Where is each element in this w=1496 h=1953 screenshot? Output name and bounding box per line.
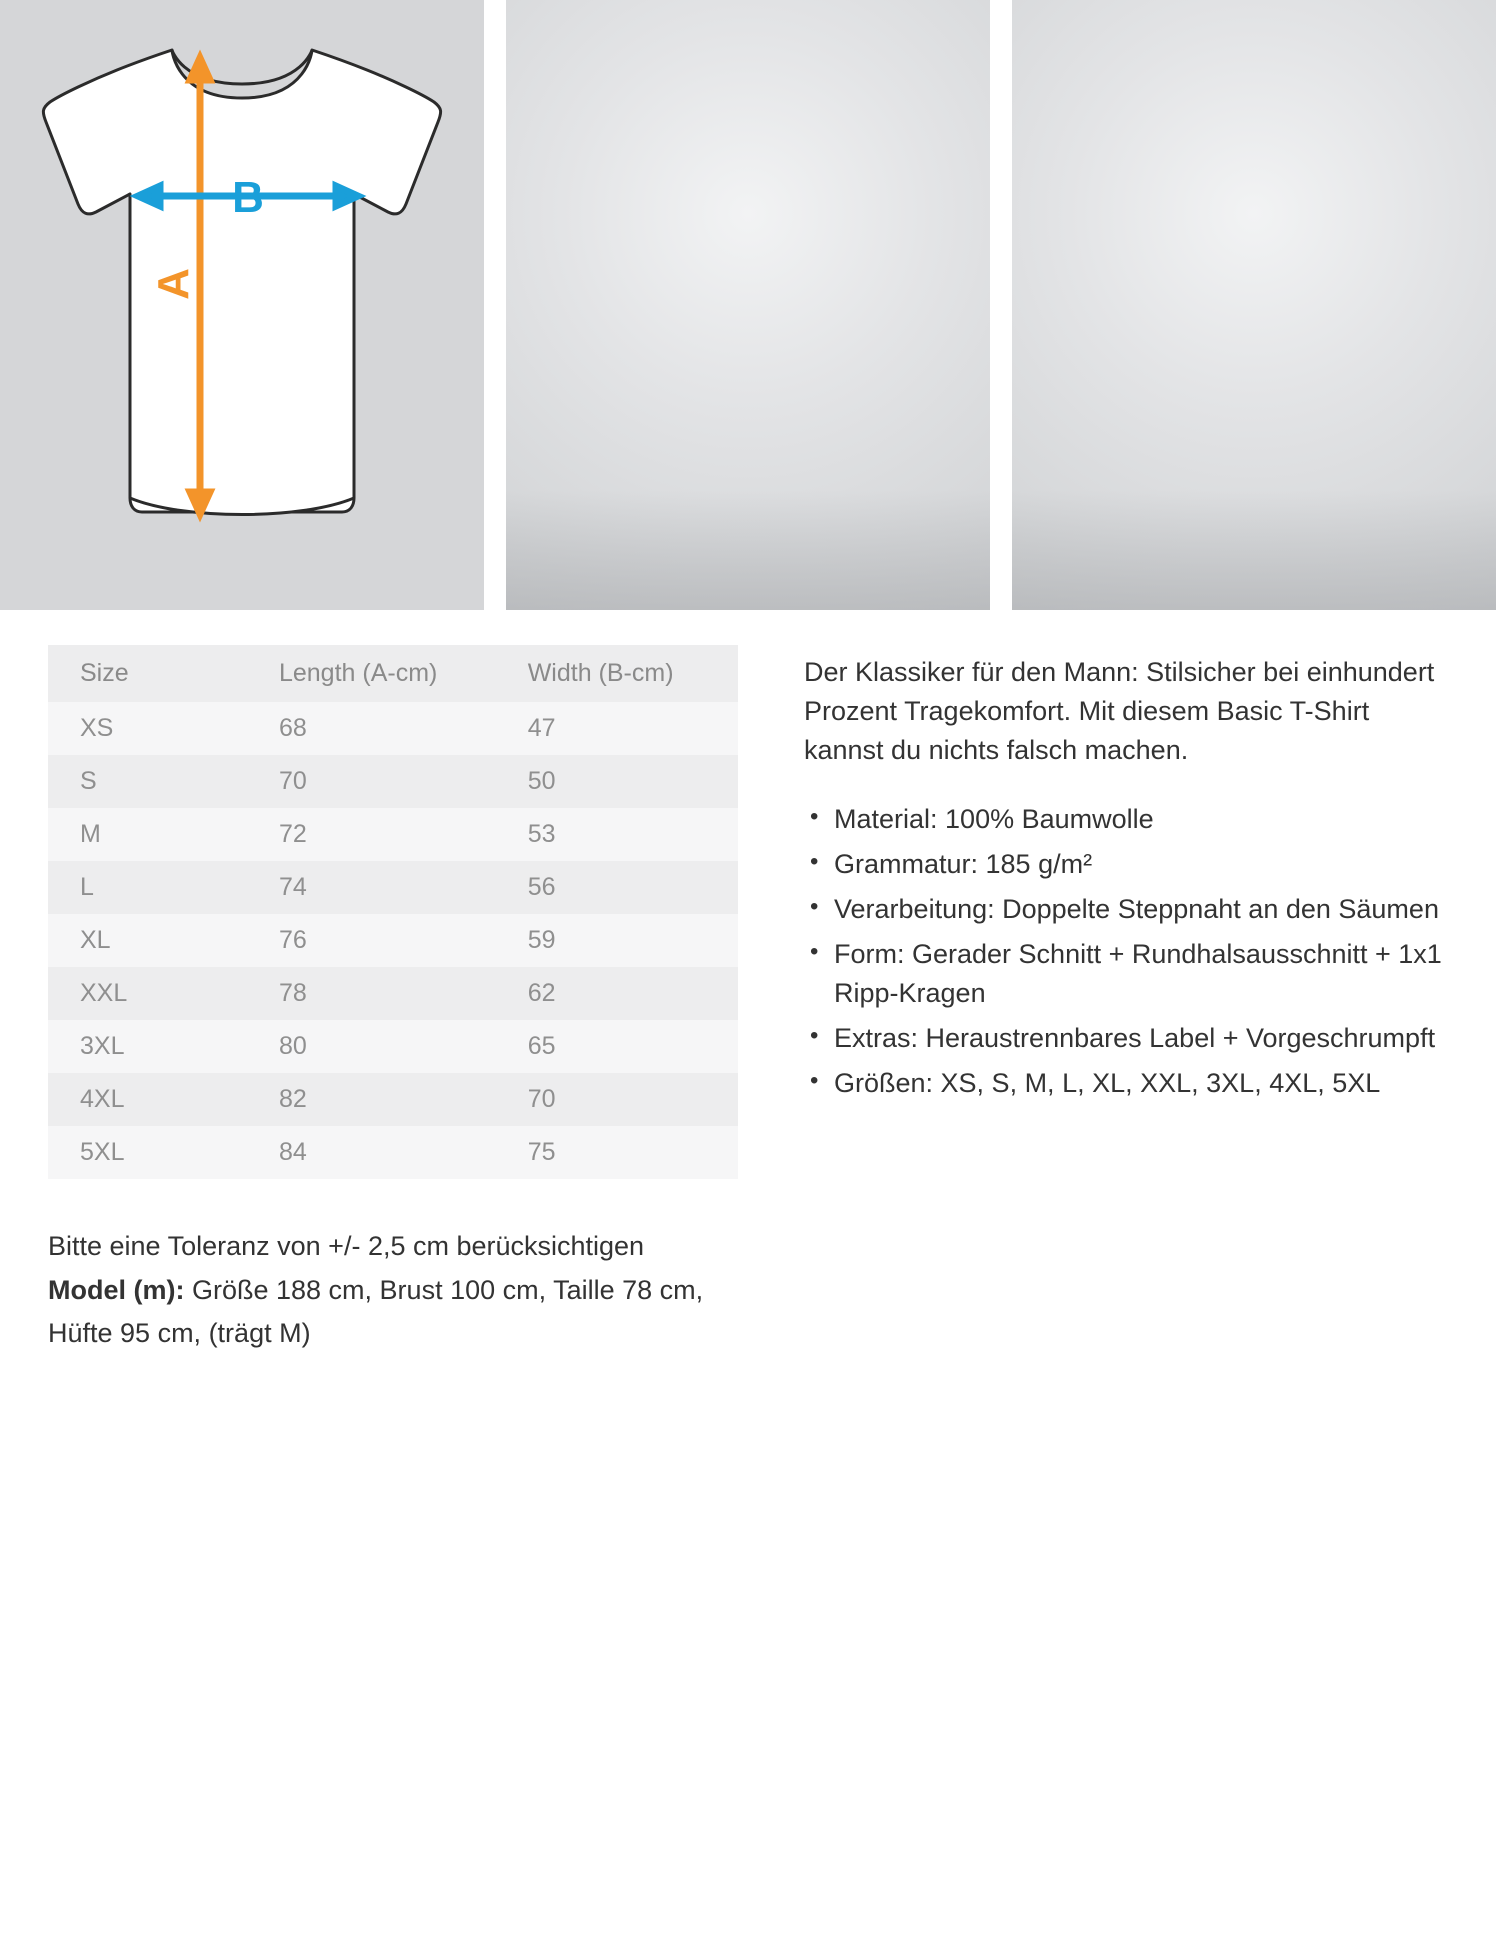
table-row: [48, 702, 738, 755]
column-header-size: Size: [80, 659, 129, 687]
cell-size: 4XL: [80, 1085, 125, 1113]
tshirt-diagram-icon: [22, 28, 462, 548]
cell-width: 53: [527, 820, 556, 848]
table-row: [48, 1126, 738, 1179]
cell-size: 5XL: [80, 1138, 125, 1166]
cell-size: 3XL: [80, 1032, 125, 1060]
list-item: • Extras: Heraustrennbares Label + Vorgeschrumpft: [804, 1019, 1448, 1058]
table-row: [48, 967, 738, 1020]
column-header-length: Length (A-cm): [278, 659, 438, 687]
description-paragraph: Der Klassiker für den Mann: Stilsicher bei einhundert Prozent Tragekomfort. Mit diesem Basic T-Shirt kannst du nichts falsch machen.: [804, 657, 1435, 766]
cell-size: M: [80, 820, 101, 848]
table-row: [48, 808, 738, 861]
model-back-photo: [1012, 0, 1496, 610]
cell-size: XS: [80, 714, 114, 742]
model-note: [48, 1269, 708, 1356]
cell-length: 74: [278, 873, 307, 901]
cell-width: 59: [527, 926, 556, 954]
cell-size: S: [80, 767, 97, 795]
cell-size: XL: [80, 926, 111, 954]
cell-length: 84: [278, 1138, 307, 1166]
list-item: • Form: Gerader Schnitt + Rundhalsausschnitt + 1x1 Ripp-Kragen: [804, 935, 1448, 1013]
size-chart-table: [48, 645, 738, 1179]
description-column: [738, 645, 1448, 1356]
list-item: • Material: 100% Baumwolle: [804, 800, 1448, 839]
list-item: • Verarbeitung: Doppelte Steppnaht an den Säumen: [804, 890, 1448, 929]
cell-size: XXL: [80, 979, 128, 1007]
column-header-width: Width (B-cm): [527, 659, 674, 687]
list-item: • Grammatur: 185 g/m²: [804, 845, 1448, 884]
cell-width: 70: [527, 1085, 556, 1113]
cell-width: 75: [527, 1138, 556, 1166]
cell-length: 78: [278, 979, 307, 1007]
table-row: [48, 755, 738, 808]
cell-length: 68: [278, 714, 307, 742]
cell-width: 65: [527, 1032, 556, 1060]
size-chart-column: [48, 645, 738, 1356]
model-measurements: Größe 188 cm, Brust 100 cm, Taille 78 cm, Hüfte 95 cm, (trägt M): [48, 1274, 704, 1349]
table-row: [48, 861, 738, 914]
cell-size: L: [80, 873, 94, 901]
cell-width: 50: [527, 767, 556, 795]
measurement-notes: [48, 1225, 708, 1356]
cell-length: 80: [278, 1032, 307, 1060]
product-details-section: [0, 645, 1496, 1356]
size-chart-body: [48, 702, 738, 1179]
table-row: [48, 914, 738, 967]
size-diagram-panel: [0, 0, 484, 610]
cell-length: 72: [278, 820, 307, 848]
diagram-label-b: B: [232, 173, 264, 222]
tolerance-note: Bitte eine Toleranz von +/- 2,5 cm berücksichtigen: [48, 1231, 645, 1261]
cell-width: 47: [527, 714, 556, 742]
cell-width: 62: [527, 979, 556, 1007]
list-item: • Größen: XS, S, M, L, XL, XXL, 3XL, 4XL, 5XL: [804, 1064, 1448, 1103]
diagram-label-a: A: [149, 268, 198, 300]
cell-length: 70: [278, 767, 307, 795]
cell-width: 56: [527, 873, 556, 901]
cell-length: 76: [278, 926, 307, 954]
feature-list: [804, 800, 1448, 1102]
table-row: [48, 1020, 738, 1073]
model-front-photo: [506, 0, 990, 610]
cell-length: 82: [278, 1085, 307, 1113]
table-row: [48, 1073, 738, 1126]
product-image-strip: [0, 0, 1496, 610]
size-chart-header: [48, 645, 738, 702]
model-label: Model (m):: [48, 1274, 185, 1305]
